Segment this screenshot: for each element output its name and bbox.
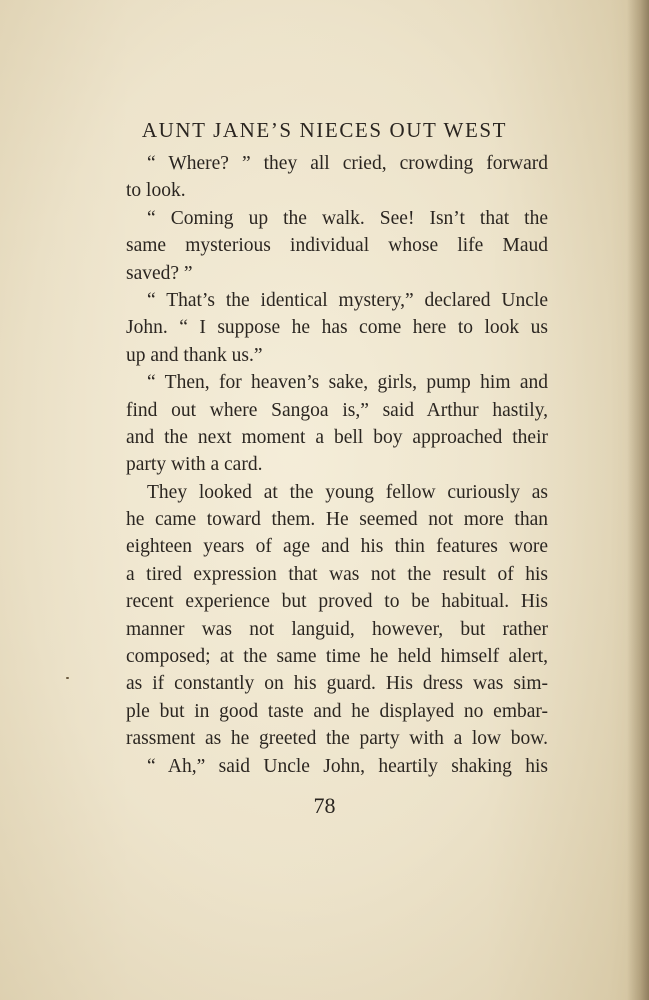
text-line: he came toward them. He seemed not more than (126, 509, 548, 531)
text-line: “ Coming up the walk. See! Isn’t that the (147, 207, 548, 229)
text-line: eighteen years of age and his thin features wore (126, 536, 548, 558)
paragraph-2 (126, 205, 548, 287)
text-line: a tired expression that was not the result of his (126, 563, 548, 585)
text-line: “ Ah,” said Uncle John, heartily shaking his (147, 755, 548, 777)
text-line: manner was not languid, however, but rather (126, 618, 548, 640)
text-line: “ Where? ” they all cried, crowding forward (147, 153, 548, 174)
text-line: saved? ” (126, 262, 193, 284)
text-line: up and thank us.” (126, 344, 263, 366)
text-line: find out where Sangoa is,” said Arthur hastily, (126, 399, 548, 421)
body-text (126, 150, 548, 780)
paragraph-4 (126, 369, 548, 479)
text-line: rassment as he greeted the party with a low bow. (126, 728, 548, 750)
text-line: “ That’s the identical mystery,” declared Uncle (147, 289, 548, 311)
text-line: and the next moment a bell boy approached their (126, 426, 548, 448)
paragraph-1 (126, 150, 548, 205)
paragraph-6 (126, 753, 548, 780)
text-line: composed; at the same time he held himself alert, (126, 646, 548, 668)
text-line: John. “ I suppose he has come here to look us (126, 317, 548, 339)
text-line: to look. (126, 180, 186, 202)
running-head: AUNT JANE’S NIECES OUT WEST (141, 118, 508, 142)
paragraph-5 (126, 479, 548, 753)
text-line: recent experience but proved to be habitual. His (126, 591, 548, 613)
text-line: ple but in good taste and he displayed no embar- (126, 700, 548, 722)
paper-speck (66, 677, 69, 679)
text-line: party with a card. (126, 454, 263, 476)
text-line: “ Then, for heaven’s sake, girls, pump him and (147, 372, 548, 394)
paragraph-3 (126, 287, 548, 369)
spine-shadow (627, 0, 649, 1000)
text-line: as if constantly on his guard. His dress was sim- (126, 673, 548, 695)
text-line: They looked at the young fellow curiously as (147, 481, 548, 503)
page-number: 78 (313, 793, 336, 818)
text-line: same mysterious individual whose life Maud (126, 235, 548, 257)
